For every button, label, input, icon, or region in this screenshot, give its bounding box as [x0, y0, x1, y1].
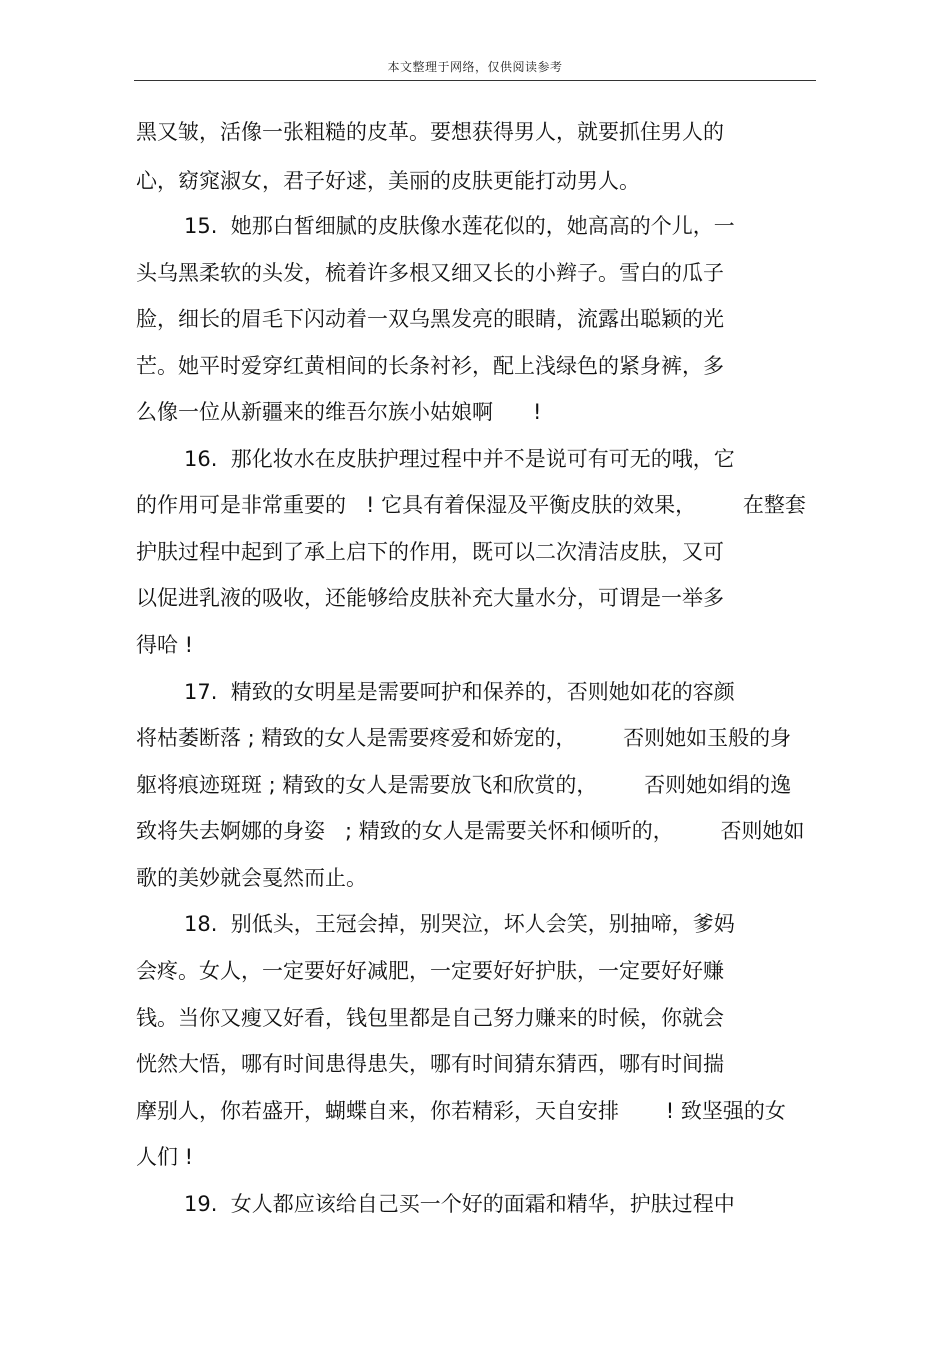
body-line-10: 护肤过程中起到了承上启下的作用，既可以二次清洁皮肤，又可	[136, 540, 724, 564]
body-line-20: 钱。当你又瘦又好看，钱包里都是自己努力赚来的时候，你就会	[136, 1006, 724, 1030]
paragraph-19-start: 19. 女人都应该给自己买一个好的面霜和精华，护肤过程中	[184, 1192, 735, 1216]
paragraph-15-start: 15. 她那白皙细腻的皮肤像水莲花似的，她高高的个儿，一	[184, 214, 735, 238]
body-line-19: 会疼。女人，一定要好好减肥，一定要好好护肤，一定要好好赚	[136, 959, 724, 983]
page-header: 本文整理于网络，仅供阅读参考	[387, 60, 563, 74]
body-line-15: 躯将痕迹斑斑 ; 精致的女人是需要放飞和欣赏的， 否则她如绢的逸	[136, 773, 792, 797]
body-line-4: 头乌黑柔软的头发，梳着许多根又细又长的小辫子。雪白的瓜子	[136, 261, 724, 285]
body-line-14: 将枯萎断落 ; 精致的女人是需要疼爱和娇宠的， 否则她如玉般的身	[136, 726, 792, 750]
body-line-12: 得哈 !	[136, 633, 194, 657]
body-line-9: 的作用可是非常重要的 ! 它具有着保湿及平衡皮肤的效果， 在整套	[136, 493, 806, 517]
paragraph-16-start: 16. 那化妆水在皮肤护理过程中并不是说可有可无的哦，它	[184, 447, 735, 471]
body-line-16: 致将失去婀娜的身姿 ; 精致的女人是需要关怀和倾听的， 否则她如	[136, 819, 805, 843]
paragraph-18-start: 18. 别低头，王冠会掉，别哭泣，坏人会笑，别抽啼，爹妈	[184, 912, 735, 936]
body-line-22: 摩别人，你若盛开，蝴蝶自来，你若精彩，天自安排 ! 致坚强的女	[136, 1099, 786, 1123]
header-divider	[134, 80, 816, 81]
body-line-6: 芒。她平时爱穿红黄相间的长条衬衫，配上浅绿色的紧身裤，多	[136, 354, 724, 378]
paragraph-17-start: 17. 精致的女明星是需要呵护和保养的，否则她如花的容颜	[184, 680, 735, 704]
body-line-2: 心，窈窕淑女，君子好逑，美丽的皮肤更能打动男人。	[136, 169, 640, 193]
body-line-1: 黑又皱，活像一张粗糙的皮革。要想获得男人，就要抓住男人的	[136, 120, 724, 144]
body-line-11: 以促进乳液的吸收，还能够给皮肤补充大量水分，可谓是一举多	[136, 586, 724, 610]
body-line-7: 么像一位从新疆来的维吾尔族小姑娘啊 !	[136, 400, 542, 424]
body-line-23: 人们 !	[136, 1145, 194, 1169]
body-line-17: 歌的美妙就会戛然而止。	[136, 866, 367, 890]
body-line-5: 脸，细长的眉毛下闪动着一双乌黑发亮的眼睛，流露出聪颖的光	[136, 307, 724, 331]
body-line-21: 恍然大悟，哪有时间患得患失，哪有时间猜东猜西，哪有时间揣	[136, 1052, 724, 1076]
